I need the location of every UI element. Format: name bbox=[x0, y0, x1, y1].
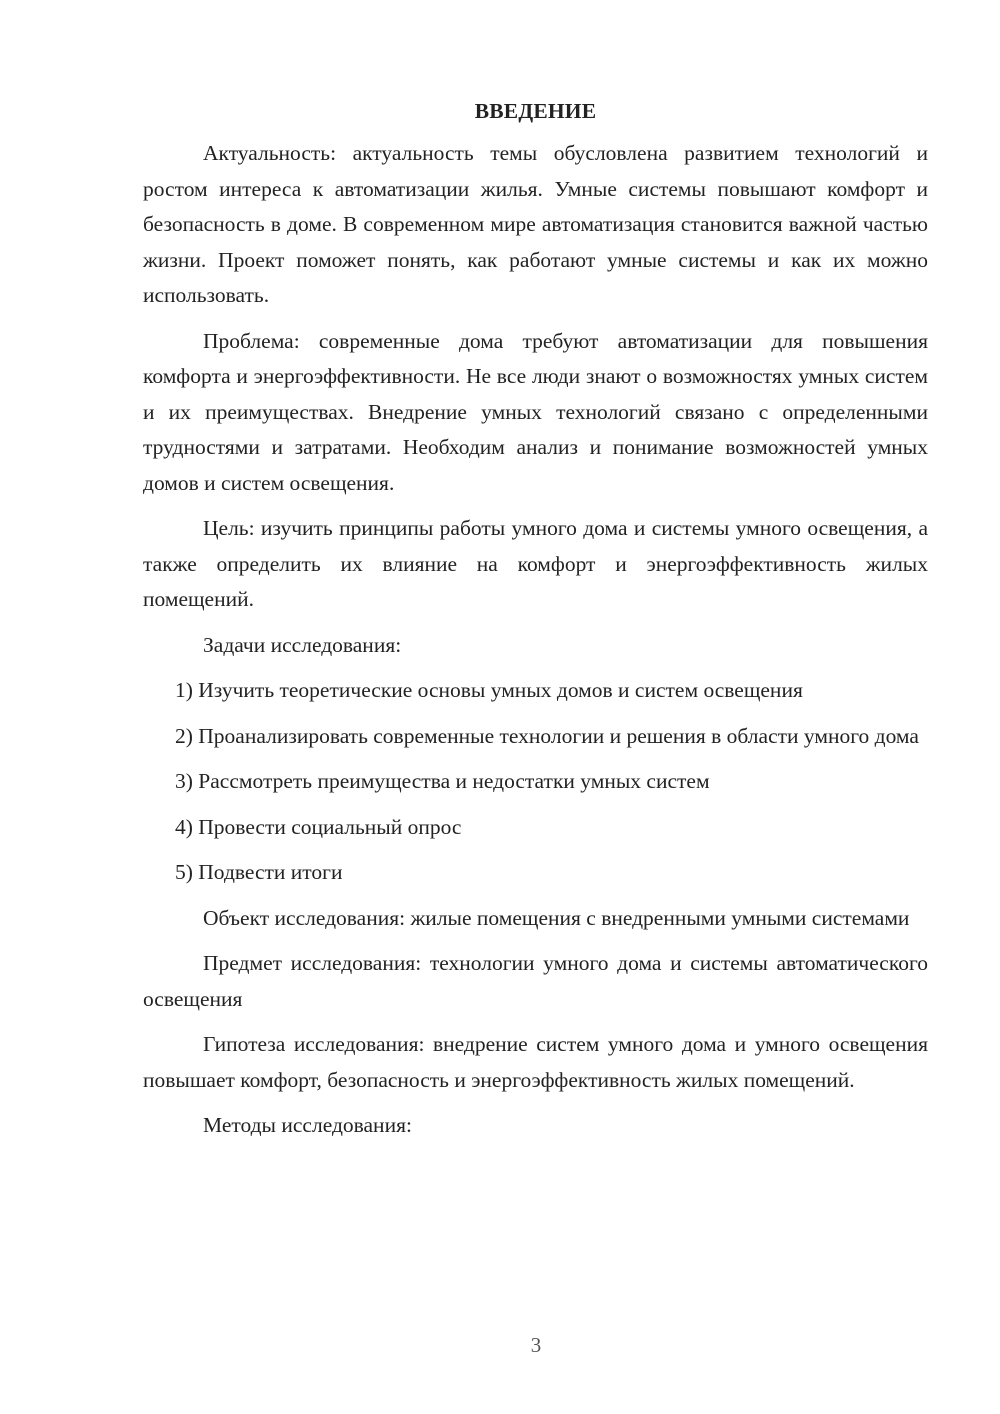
methods-heading: Методы исследования: bbox=[203, 1113, 412, 1137]
task-item-4: 4) Провести социальный опрос bbox=[175, 814, 462, 839]
task-item-5: 5) Подвести итоги bbox=[175, 860, 343, 884]
relevance-paragraph: Актуальность: актуальность темы обусловлена развитием технологий и ростом интереса к автоматизации жилья. Умные системы повышают комфорт и безопасность в доме. В современном мире автоматизация становится важной частью жизни. Проект поможет понять, как работают умные системы и как их можно использовать. bbox=[143, 141, 928, 307]
task-item-3: 3) Рассмотреть преимущества и недостатки умных систем bbox=[175, 769, 710, 793]
task-item-2: 2) Проанализировать современные технологии и решения в области умного дома bbox=[175, 723, 919, 748]
page-content bbox=[143, 96, 928, 1154]
page-number: 3 bbox=[530, 1333, 542, 1357]
goal-paragraph: Цель: изучить принципы работы умного дома и системы умного освещения, а также определить их влияние на комфорт и энергоэффективность жилых помещений. bbox=[143, 516, 928, 611]
page-title: ВВЕДЕНИЕ bbox=[474, 99, 597, 123]
task-item-1: 1) Изучить теоретические основы умных домов и систем освещения bbox=[175, 678, 803, 702]
object-paragraph: Объект исследования: жилые помещения с внедренными умными системами bbox=[203, 905, 910, 930]
problem-paragraph: Проблема: современные дома требуют автоматизации для повышения комфорта и энергоэффективности. Не все люди знают о возможностях умных систем и их преимуществах. Внедрение умных технологий связано с определенными трудностями и затратами. Необходим анализ и понимание возможностей умных домов и систем освещения. bbox=[143, 328, 928, 495]
hypothesis-paragraph: Гипотеза исследования: внедрение систем умного дома и умного освещения повышает комфорт, безопасность и энергоэффективность жилых помещений. bbox=[143, 1032, 928, 1092]
tasks-heading: Задачи исследования: bbox=[203, 632, 402, 657]
subject-paragraph: Предмет исследования: технологии умного дома и системы автоматического освещения bbox=[143, 951, 928, 1011]
